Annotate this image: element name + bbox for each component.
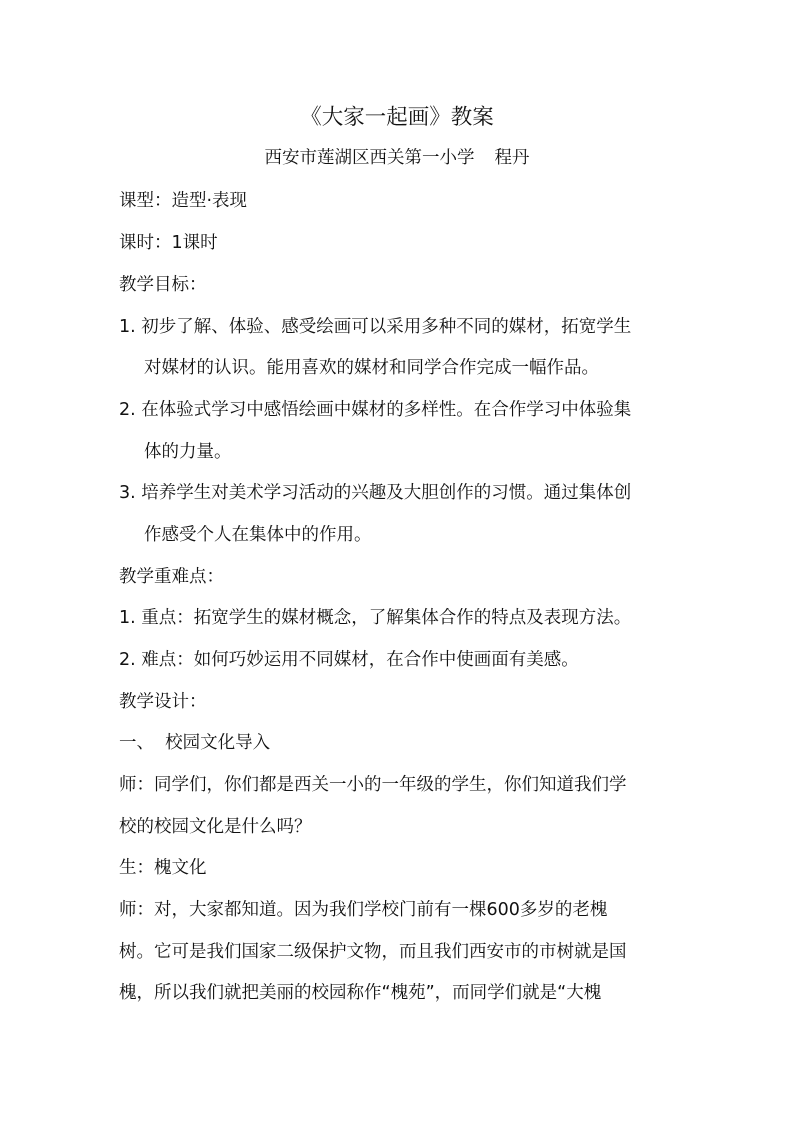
author-name: 程丹 <box>494 148 530 168</box>
dialogue-line: 校的校园文化是什么吗？ <box>119 817 312 837</box>
key-point-1: 1. 重点：拓宽学生的媒材概念，了解集体合作的特点及表现方法。 <box>119 608 632 628</box>
dialogue-line: 师：对，大家都知道。因为我们学校门前有一棵600多岁的老槐 <box>119 900 608 920</box>
objective-3: 3. 培养学生对美术学习活动的兴趣及大胆创作的习惯。通过集体创 <box>119 483 632 503</box>
section-heading-objectives: 教学目标： <box>119 275 207 295</box>
lesson-type: 课型：造型·表现 <box>119 191 248 211</box>
design-part-1-heading: 一、 校园文化导入 <box>119 733 271 753</box>
author-school: 西安市莲湖区西关第一小学 <box>264 148 475 168</box>
objective-1-cont: 对媒材的认识。能用喜欢的媒材和同学合作完成一幅作品。 <box>144 358 599 378</box>
section-heading-key-points: 教学重难点： <box>119 567 224 587</box>
objective-1: 1. 初步了解、体验、感受绘画可以采用多种不同的媒材，拓宽学生 <box>119 317 632 337</box>
dialogue-line: 生：槐文化 <box>119 858 207 878</box>
key-point-2: 2. 难点：如何巧妙运用不同媒材，在合作中使画面有美感。 <box>119 650 579 670</box>
dialogue-line: 树。它可是我们国家二级保护文物，而且我们西安市的市树就是国 <box>119 942 627 962</box>
objective-2: 2. 在体验式学习中感悟绘画中媒材的多样性。在合作学习中体验集 <box>119 400 632 420</box>
lesson-hours: 课时：1课时 <box>119 233 218 253</box>
document-title: 《大家一起画》教案 <box>300 105 494 130</box>
author-line <box>0 146 794 170</box>
objective-2-cont: 体的力量。 <box>144 442 232 462</box>
section-heading-design: 教学设计： <box>119 692 207 712</box>
objective-3-cont: 作感受个人在集体中的作用。 <box>144 525 372 545</box>
dialogue-line: 槐，所以我们就把美丽的校园称作“槐苑”，而同学们就是“大槐 <box>119 983 602 1003</box>
dialogue-line: 师：同学们，你们都是西关一小的一年级的学生，你们知道我们学 <box>119 775 627 795</box>
